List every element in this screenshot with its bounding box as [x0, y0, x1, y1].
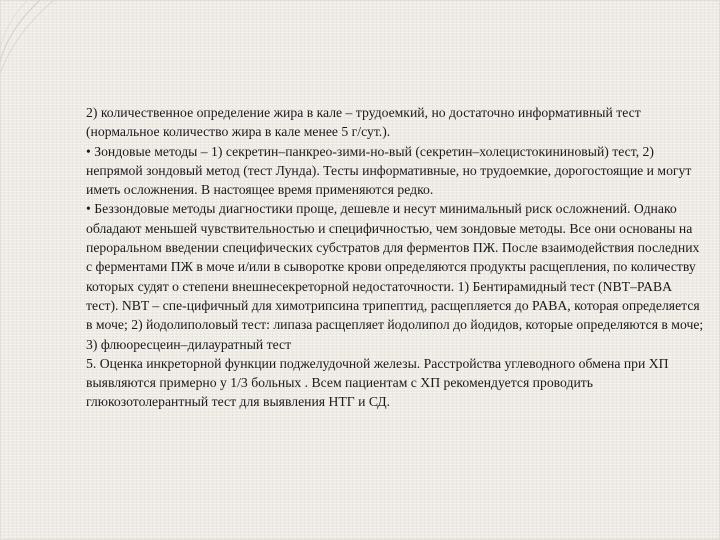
paragraph-endocrine-function: 5. Оценка инкреторной функции поджелудочной железы. Расстройства углеводного обмена при ХП выявляются примерно у 1/3 больных . Всем пациентам с ХП рекомендуется проводить глюкозотолерантный тест для выявления НТГ и СД.: [86, 355, 669, 410]
paragraph-probe-methods: • Зондовые методы – 1) секретин–панкрео-зими-но-вый (секретин–холецистокининовый) тест, 2) непрямой зондовый метод (тест Лунда). Тесты информативные, но трудоемкие, дорогостоящие и могут иметь осложнения. В настоящее время применяются редко.: [86, 143, 692, 198]
paragraph-fat-test: 2) количественное определение жира в кале – трудоемкий, но достаточно информативный тест (нормальное количество жира в кале менее 5 г/сут.).: [86, 105, 641, 140]
slide-body-text: [86, 103, 706, 412]
paragraph-probeless-methods: • Беззондовые методы диагностики проще, дешевле и несут минимальный риск осложнений. Однако обладают меньшей чувствительностью и специфичностью, чем зондовые методы. Все они основаны на пероральном введении специфических субстратов для ферментов ПЖ. После взаимодействия последних с ферментами ПЖ в моче и/или в сыворотке крови определяются продукты расщепления, по количеству которых судят о степени внешнесекреторной недостаточности. 1) Бентирамидный тест (NBT–PABA тест). NBT – спе-цифичный для химотрипсина трипептид, расщепляется до PABA, которая определяется в моче; 2) йодолиполовый тест: липаза расщепляет йодолипол до йодидов, которые определяются в моче; 3) флюоресцеин–дилауратный тест: [86, 201, 704, 352]
corner-ornament-icon: [0, 0, 80, 80]
